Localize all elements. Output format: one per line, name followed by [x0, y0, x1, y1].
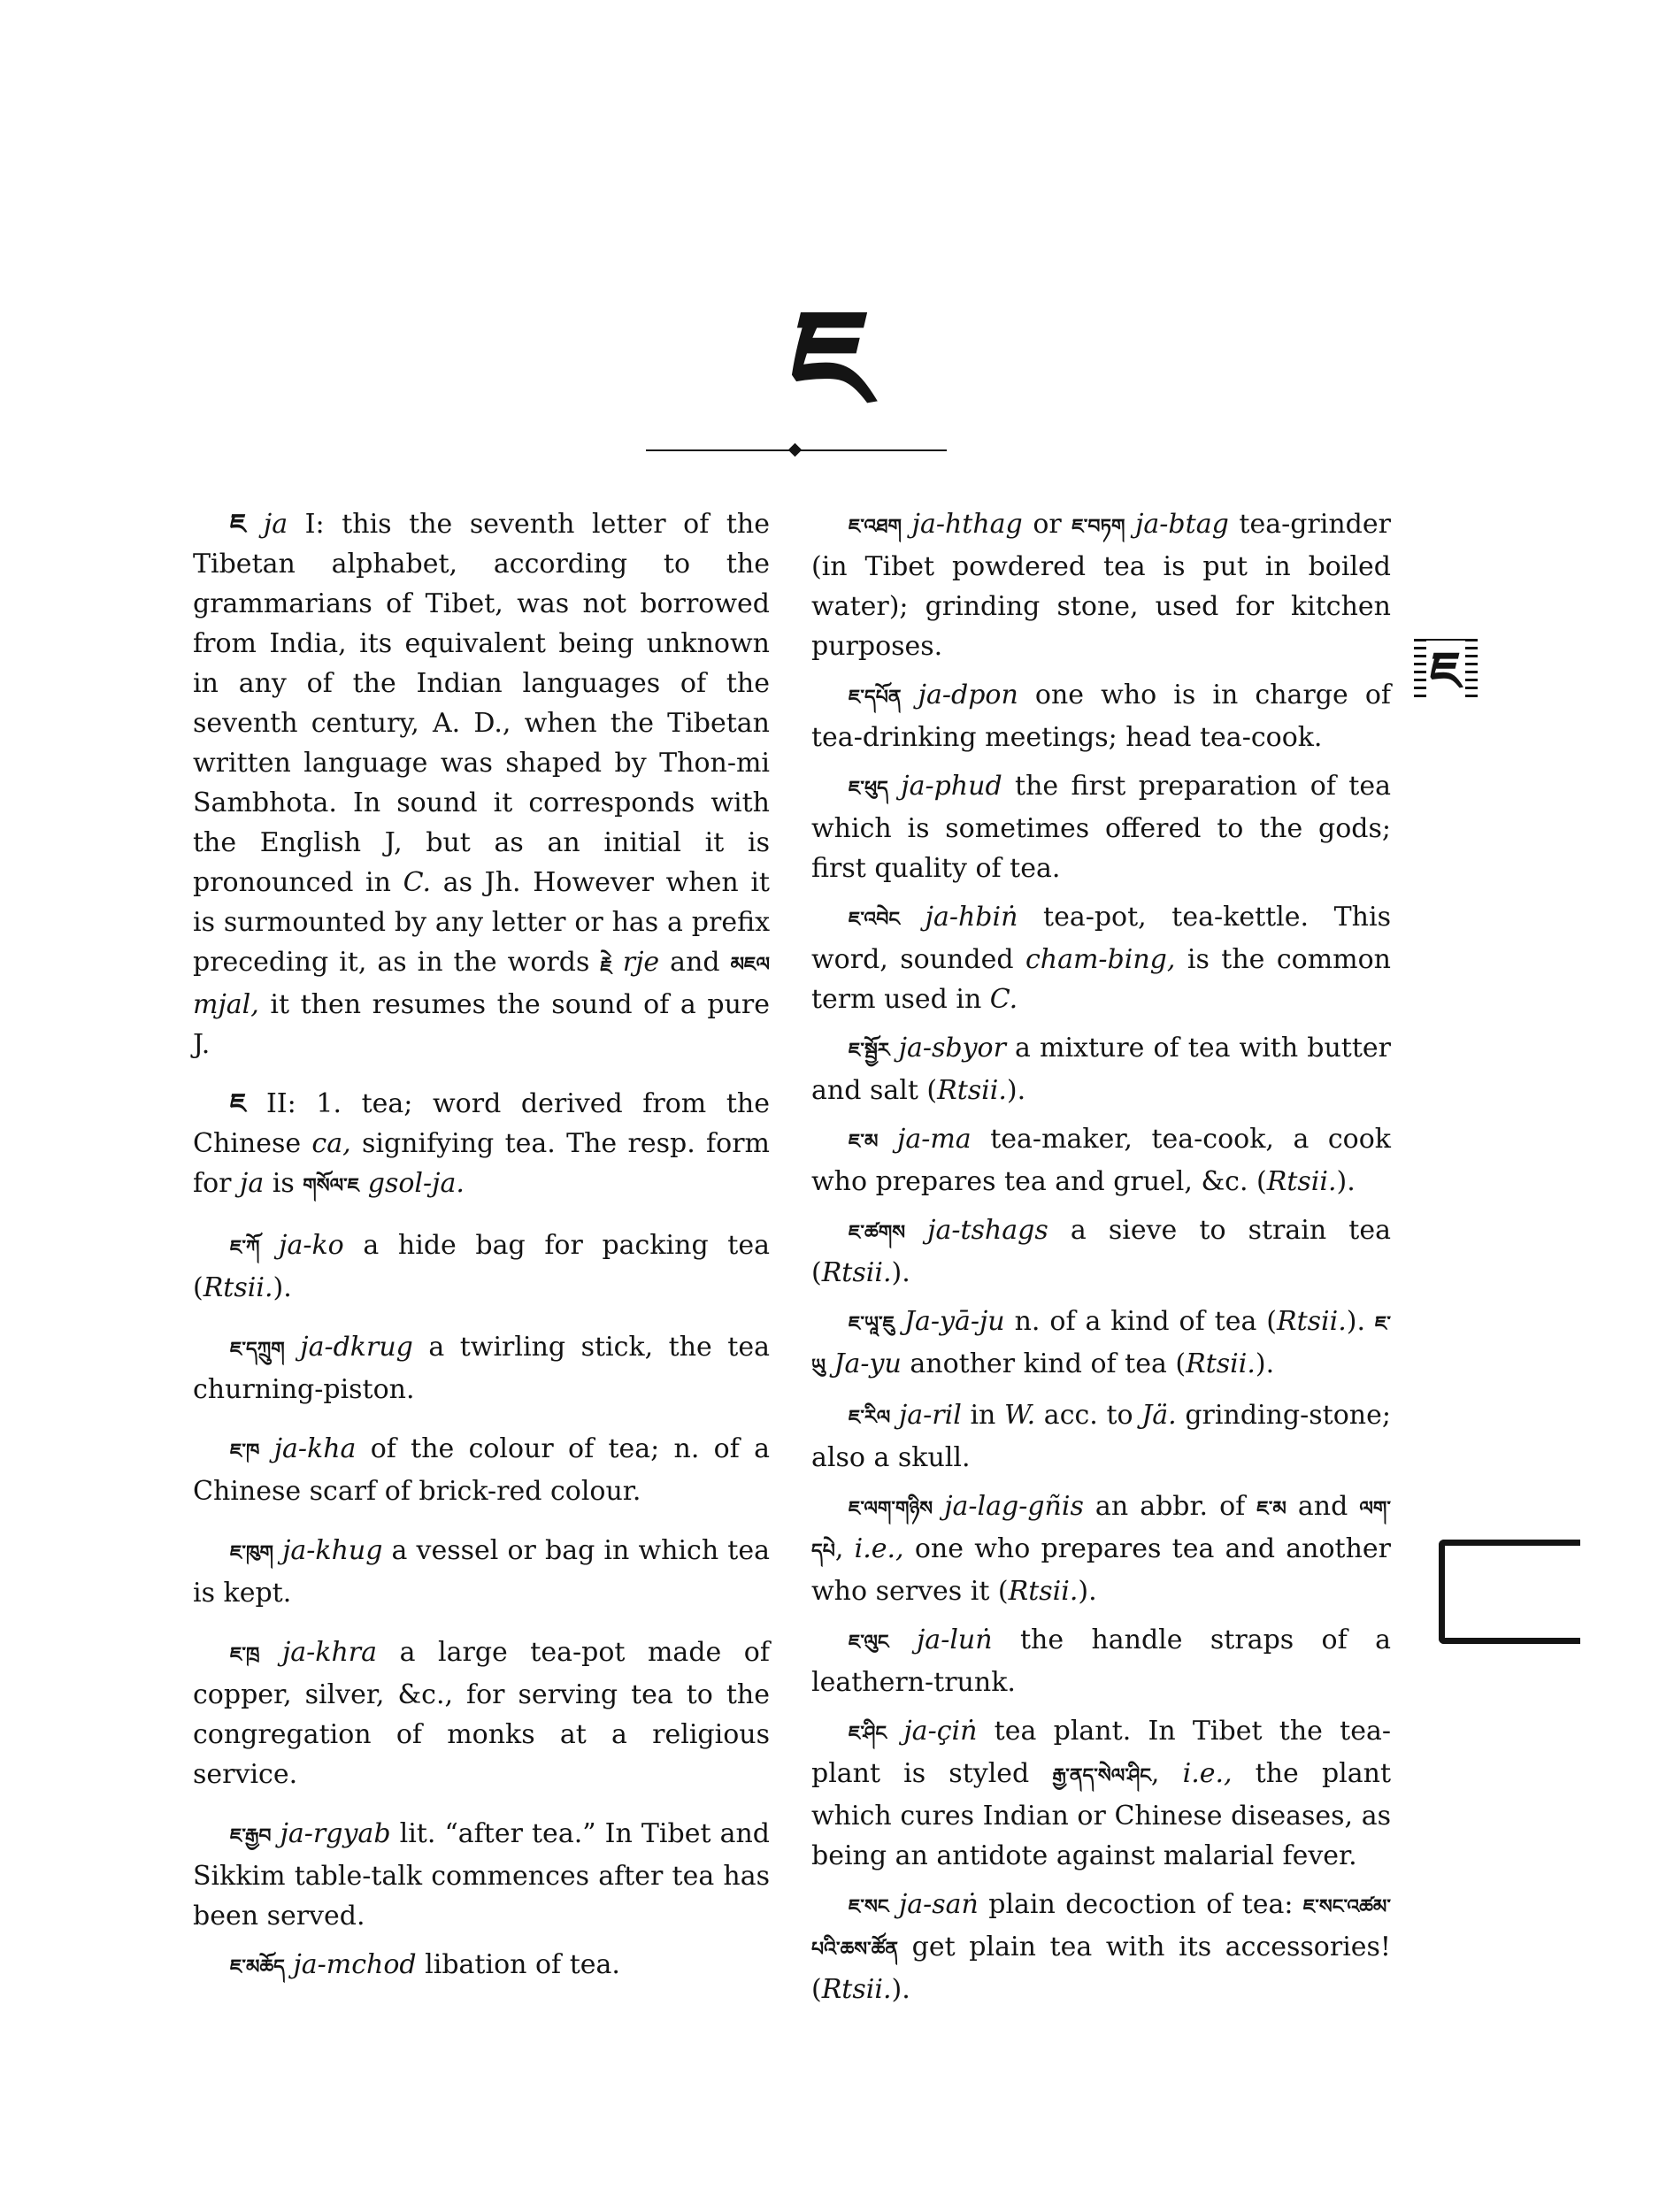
headword-tibetan: ཇ་ཕུད — [849, 778, 888, 800]
entry-text: the handle straps of a leathern-trunk. — [811, 1624, 1391, 1698]
headword-tibetan: ཇ — [230, 509, 247, 540]
entry-text: ). — [891, 1257, 910, 1288]
entry-text: acc. to — [1035, 1400, 1142, 1431]
tibetan-script: རྗེ — [600, 954, 612, 976]
transliteration: ja-dkrug — [300, 1332, 413, 1363]
entry-text: ). — [273, 1272, 292, 1303]
transliteration: ja — [263, 509, 288, 540]
section-heading-letter: ཇ — [791, 280, 872, 436]
dictionary-entry — [811, 1302, 1391, 1386]
entry-text: a sieve to strain tea ( — [811, 1215, 1391, 1288]
entry-text: in — [961, 1400, 1005, 1431]
page-edge-bracket — [1439, 1540, 1580, 1644]
entry-text: and — [1286, 1491, 1360, 1522]
tibetan-script: མཇལ — [730, 954, 770, 976]
tibetan-script: ཇ་ཡུ — [811, 1313, 1391, 1378]
transliteration: ja-rgyab — [280, 1818, 391, 1849]
entry-text: as Jh. However when it is surmounted by any letter or has a prefix preceding it, as in the words — [193, 867, 770, 978]
tibetan-script: རྒྱ་ནད་སེལ་ཤིང — [1052, 1765, 1151, 1787]
transliteration: i.e., — [854, 1533, 904, 1564]
entry-text: another kind of tea ( — [901, 1348, 1187, 1379]
headword-tibetan: ཇ་ཁྲ — [230, 1644, 260, 1666]
tibetan-script: ལག་དཔེ — [811, 1498, 1391, 1563]
dictionary-entry — [193, 1632, 770, 1794]
transliteration: Rtsii. — [821, 1257, 892, 1288]
entry-text: one who is in charge of tea-drinking meetings; head tea-cook. — [811, 680, 1391, 753]
transliteration: Ja-yu — [833, 1348, 902, 1379]
entry-text: plain decoction of tea: — [978, 1889, 1303, 1920]
dictionary-entry — [811, 766, 1391, 888]
transliteration: ja-luṅ — [917, 1624, 993, 1655]
thumb-index-tab — [1414, 639, 1478, 703]
entry-text: or — [1022, 509, 1072, 540]
headword-tibetan: ཇ་ཀོ — [230, 1237, 260, 1259]
transliteration: ja-kha — [273, 1433, 357, 1464]
entry-text: it then resumes the sound of a pure J. — [193, 989, 770, 1060]
entry-text: the plant which cures Indian or Chinese diseases, as being an antidote against malarial fever. — [811, 1758, 1391, 1871]
headword-tibetan: ཇ་དཔོན — [849, 687, 902, 709]
headword-tibetan: ཇ་མཆོད — [230, 1956, 285, 1978]
dictionary-entry — [811, 504, 1391, 666]
dictionary-entry — [811, 1028, 1391, 1110]
headword-tibetan: ཇ — [230, 1088, 247, 1119]
transliteration: ja-ko — [279, 1230, 344, 1261]
entry-text: signifying tea. The resp. form for — [193, 1128, 770, 1199]
headword-tibetan: ཇ་རྒྱབ — [230, 1825, 272, 1847]
transliteration: Rtsii. — [1186, 1348, 1256, 1379]
entry-text — [1125, 509, 1136, 540]
transliteration: mjal, — [193, 989, 259, 1020]
dictionary-entry — [811, 1711, 1391, 1876]
transliteration: ja-hthag — [911, 509, 1023, 540]
dictionary-entry — [811, 1885, 1391, 2009]
entry-text: , — [1150, 1758, 1183, 1789]
entry-text: a twirling stick, the tea churning-piston. — [193, 1332, 770, 1405]
transliteration: rje — [622, 947, 660, 978]
entry-text: n. of a kind of tea ( — [1004, 1306, 1277, 1337]
transliteration: W. — [1004, 1400, 1036, 1431]
transliteration: Rtsii. — [937, 1075, 1007, 1106]
entry-text — [612, 947, 623, 978]
transliteration: ja-çiṅ — [903, 1716, 978, 1747]
entry-text: ). — [891, 1974, 910, 2005]
dictionary-entry — [811, 1119, 1391, 1202]
dictionary-entry — [811, 1210, 1391, 1293]
headword-tibetan: ཇ་ཚགས — [849, 1222, 906, 1244]
entry-text: lit. “after tea.” In Tibet and Sikkim table-talk commences after tea has been served. — [193, 1818, 770, 1932]
transliteration: ja-khug — [282, 1535, 383, 1566]
headword-tibetan: ཇ་སང — [849, 1896, 889, 1918]
entry-text — [826, 1348, 834, 1379]
entry-text: tea-pot, tea-kettle. This word, sounded — [811, 902, 1391, 975]
entry-text: a vessel or bag in which tea is kept. — [193, 1535, 770, 1609]
entry-text: a hide bag for packing tea ( — [193, 1230, 770, 1303]
transliteration: Rtsii. — [821, 1974, 892, 2005]
transliteration: ja-khra — [281, 1637, 378, 1668]
dictionary-entry — [811, 1620, 1391, 1702]
entry-text: tea plant. In Tibet the tea-plant is styled — [811, 1716, 1391, 1789]
headword-tibetan: ཇ་ཡཱ་ཇུ — [849, 1313, 895, 1335]
headword-tibetan: ཇ་འབེང — [849, 909, 901, 931]
entry-text: , — [834, 1533, 855, 1564]
entry-text: one who prepares tea and another who serves it ( — [811, 1533, 1392, 1607]
dictionary-entry — [193, 504, 770, 1064]
transliteration: ja-hbiṅ — [925, 902, 1018, 933]
entry-text: II: 1. tea; word derived from the Chinese — [193, 1088, 770, 1159]
dictionary-entry — [193, 1945, 770, 1987]
entry-text: ). — [1346, 1306, 1375, 1337]
transliteration: ja-phud — [901, 771, 1002, 802]
transliteration: gsol-ja. — [367, 1168, 465, 1199]
dictionary-entry — [193, 1327, 770, 1409]
headword-tibetan: ཇ་འཐག — [849, 516, 902, 538]
transliteration: Rtsii. — [1266, 1166, 1337, 1197]
dictionary-entry — [193, 1084, 770, 1206]
entry-text: a mixture of tea with butter and salt ( — [811, 1033, 1391, 1106]
transliteration: ja-lag-gñis — [944, 1491, 1084, 1522]
entry-text: ). — [1078, 1576, 1097, 1607]
dictionary-entry — [811, 897, 1391, 1019]
dictionary-entry — [811, 1486, 1391, 1611]
entry-text: is the common term used in — [811, 944, 1392, 1015]
headword-tibetan: ཇ་ལུང — [849, 1632, 889, 1654]
transliteration: C. — [989, 984, 1018, 1015]
headword-tibetan: ཇ་ཁ — [230, 1440, 260, 1463]
headword-tibetan: ཇ་སྦྱོར — [849, 1040, 890, 1062]
entry-text — [359, 1168, 368, 1199]
entry-text: is — [264, 1168, 303, 1199]
dictionary-entry — [811, 675, 1391, 757]
transliteration: ja-saṅ — [898, 1889, 979, 1920]
transliteration: ja-btag — [1135, 509, 1229, 540]
tibetan-script: ཇ་སང་འཚམ་པའི་ཆས་ཚོན — [811, 1896, 1391, 1961]
entry-text: ). — [1255, 1348, 1275, 1379]
left-column — [193, 504, 770, 1996]
transliteration: ja-dpon — [918, 680, 1018, 710]
transliteration: ja-mchod — [293, 1949, 417, 1980]
dictionary-entry — [193, 1814, 770, 1936]
transliteration: Rtsii. — [1277, 1306, 1347, 1337]
entry-text: ). — [1006, 1075, 1026, 1106]
entry-text: the first preparation of tea which is sometimes offered to the gods; first quality of tea. — [811, 771, 1391, 884]
thumb-index-letter: ཇ — [1426, 641, 1464, 701]
dictionary-entry — [193, 1531, 770, 1613]
entry-text: grinding-stone; also a skull. — [811, 1400, 1391, 1473]
dictionary-entry — [193, 1225, 770, 1308]
tibetan-script: ཇ་མ — [1256, 1498, 1286, 1520]
dictionary-entry — [193, 1429, 770, 1511]
entry-text: libation of tea. — [416, 1949, 620, 1980]
entry-text: of the colour of tea; n. of a Chinese scarf of brick-red colour. — [193, 1433, 770, 1507]
transliteration: ja — [240, 1168, 265, 1199]
transliteration: C. — [403, 867, 432, 898]
entry-text: tea-grinder (in Tibet powdered tea is put in boiled water); grinding stone, used for kitchen purposes. — [811, 509, 1391, 662]
transliteration: ja-tshags — [927, 1215, 1048, 1246]
entry-text: I: this the seventh letter of the Tibetan alphabet, according to the grammarians of Tibet, was not borrowed from India, its equivalent being unknown in any of the Indian languages of the seventh century, A. D., when the Tibetan written language was shaped by Thon-mi Sambhota. In sound it corresponds with the English J, but as an initial it is pronounced in — [193, 509, 771, 898]
entry-text: get plain tea with its accessories! ( — [811, 1932, 1391, 2005]
dictionary-entry — [811, 1395, 1391, 1478]
transliteration: ja-ma — [897, 1124, 972, 1155]
transliteration: ja-sbyor — [898, 1033, 1006, 1064]
transliteration: ja-ril — [898, 1400, 962, 1431]
tibetan-script: གསོལ་ཇ — [303, 1175, 360, 1197]
entry-text: an abbr. of — [1083, 1491, 1257, 1522]
entry-text: and — [659, 947, 731, 978]
headword-tibetan: ཇ་རིལ — [849, 1407, 891, 1429]
headword-tibetan: ཇ་མ — [849, 1131, 879, 1153]
transliteration: cham-bing, — [1025, 944, 1176, 975]
transliteration: Rtsii. — [203, 1272, 273, 1303]
tibetan-script: ཇ་བཏག — [1071, 516, 1125, 538]
headword-tibetan: ཇ་ཤིང — [849, 1723, 887, 1745]
heading-ornament — [788, 443, 803, 457]
transliteration: Jä. — [1141, 1400, 1177, 1431]
transliteration: i.e., — [1182, 1758, 1233, 1789]
headword-tibetan: ཇ་དཀྲུག — [230, 1339, 285, 1361]
entry-text: a large tea-pot made of copper, silver, &c., for serving tea to the congregation of monks at a religious service. — [193, 1637, 770, 1790]
headword-tibetan: ཇ་ཁུག — [230, 1542, 273, 1564]
transliteration: ca, — [311, 1128, 351, 1159]
entry-text: tea-maker, tea-cook, a cook who prepares tea and gruel, &c. ( — [811, 1124, 1391, 1197]
transliteration: Rtsii. — [1008, 1576, 1079, 1607]
transliteration: Ja-yā-ju — [903, 1306, 1005, 1337]
right-column — [811, 504, 1391, 2018]
headword-tibetan: ཇ་ལག་གཉིས — [849, 1498, 933, 1520]
entry-text: ). — [1336, 1166, 1356, 1197]
